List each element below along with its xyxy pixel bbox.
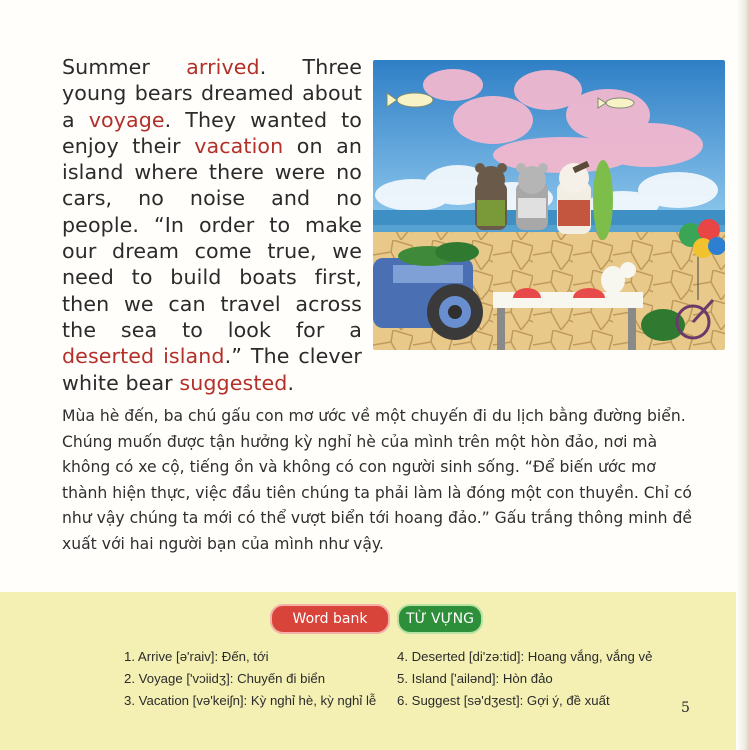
vocab-highlight: voyage	[88, 107, 165, 132]
vocab-item: 2. Voyage ['vɔiidʒ]: Chuyến đi biển	[124, 671, 326, 686]
vocab-highlight: vacation	[194, 133, 284, 158]
tu-vung-badge: TỪ VỰNG	[397, 604, 483, 634]
story-text: .	[287, 370, 295, 395]
story-text: . They wanted to enjoy their	[62, 107, 362, 158]
word-bank-badge: Word bank	[270, 604, 390, 634]
story-text: on an island where there were no cars, no noise and no people. “In order to make our dream come true, we need to build boats first, then we can travel across the sea to look for a	[62, 133, 362, 342]
story-text: Summer	[62, 55, 187, 79]
illustration-bears-by-sea	[373, 60, 725, 350]
vocab-highlight: arrived	[186, 55, 260, 79]
vocab-item: 3. Vacation [və'keiʃn]: Kỳ nghỉ hè, kỳ nghỉ lễ	[124, 693, 377, 708]
vocab-list-right	[397, 646, 652, 712]
vocab-list-left	[124, 646, 376, 712]
vocab-highlight: deserted island	[62, 344, 225, 369]
page-edge	[736, 0, 750, 750]
story-text: . Three young bears dreamed about a	[62, 55, 362, 132]
vocab-item: 4. Deserted [di'zə:tid]: Hoang vắng, vắng vẻ	[397, 649, 653, 664]
vocab-item: 5. Island ['ailənd]: Hòn đảo	[397, 671, 553, 686]
story-english	[62, 54, 362, 396]
story-text: .” The clever white bear	[62, 344, 362, 395]
page-number: 5	[681, 700, 690, 716]
story-vietnamese: Mùa hè đến, ba chú gấu con mơ ước về một chuyến đi du lịch bằng đường biển. Chúng muốn được tận hưởng kỳ nghỉ hè của mình trên một hòn đảo, nơi mà không có xe cộ, tiếng ồn và không có con người sinh sống. “Để biến ước mơ thành hiện thực, việc đầu tiên chúng ta phải làm là đóng một con thuyền. Chỉ có như vậy chúng ta mới có thể vượt biển tới hoang đảo.” Gấu trắng thông minh đề xuất với hai người bạn của mình như vậy.	[62, 407, 692, 553]
vocab-item: 6. Suggest [sə'dʒest]: Gợi ý, đề xuất	[397, 693, 610, 708]
vocab-item: 1. Arrive [ə'raiv]: Đến, tới	[124, 649, 269, 664]
story-illustration	[373, 60, 725, 350]
vocab-highlight: suggested	[179, 370, 288, 395]
